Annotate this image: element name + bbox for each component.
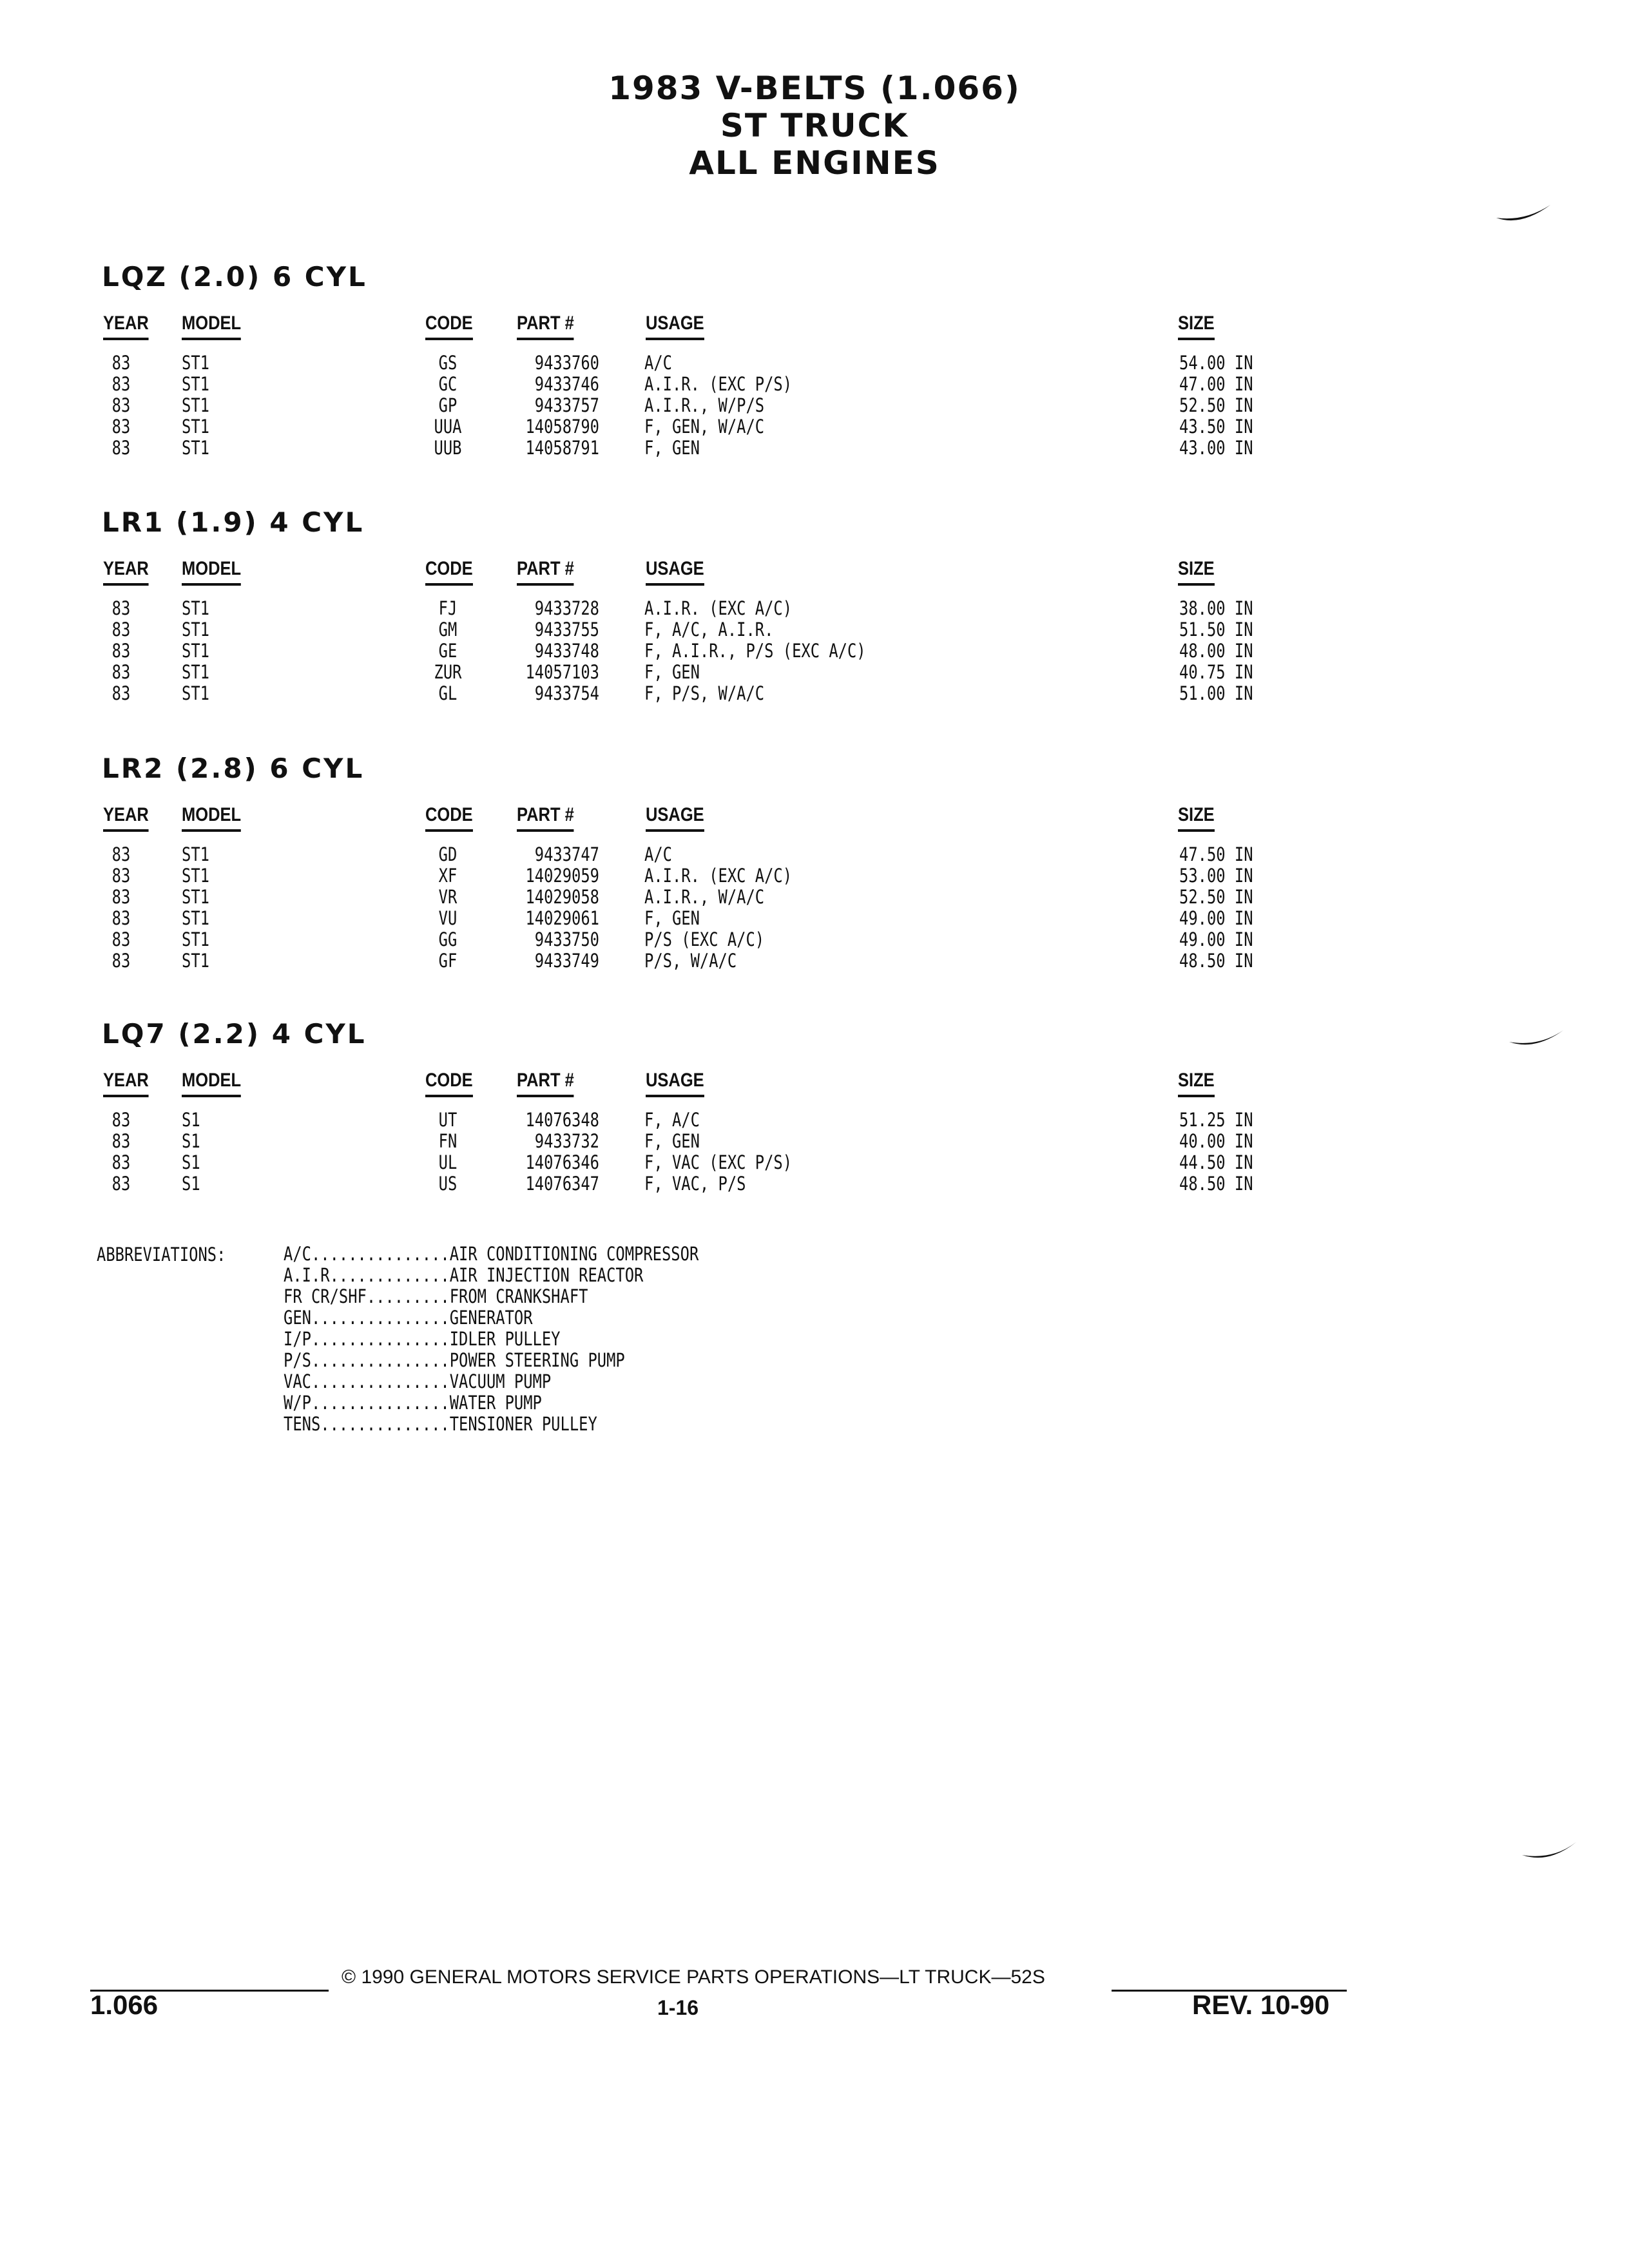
cell-model: ST1 xyxy=(182,865,209,887)
check-mark-icon xyxy=(1521,1840,1579,1865)
cell-model: ST1 xyxy=(182,843,209,865)
cell-code: VU xyxy=(438,907,458,929)
table-row xyxy=(97,865,1321,887)
cell-model: ST1 xyxy=(182,661,209,683)
table-row xyxy=(97,1131,1321,1152)
cell-year: 83 xyxy=(111,1130,131,1152)
cell-year: 83 xyxy=(111,1151,131,1173)
cell-usage: F, GEN xyxy=(644,437,700,459)
table-row xyxy=(97,395,1321,416)
parts-table xyxy=(97,598,1321,704)
header-model: MODEL xyxy=(182,312,241,340)
section-title: LR1 (1.9) 4 CYL xyxy=(102,506,365,538)
cell-model: ST1 xyxy=(182,352,209,374)
table-row xyxy=(97,416,1321,437)
header-part: PART # xyxy=(517,312,574,340)
cell-size: 40.75 IN xyxy=(1179,661,1253,683)
header-size: SIZE xyxy=(1178,312,1215,340)
header-usage: USAGE xyxy=(646,804,704,832)
parts-table xyxy=(97,1110,1321,1195)
cell-code: GG xyxy=(438,928,458,950)
cell-code: GM xyxy=(438,619,458,640)
cell-usage: A.I.R. (EXC A/C) xyxy=(644,865,793,887)
cell-year: 83 xyxy=(111,640,131,662)
abbreviation-item: GEN...............GENERATOR xyxy=(284,1307,533,1329)
parts-table xyxy=(97,352,1321,459)
cell-year: 83 xyxy=(111,619,131,640)
cell-model: ST1 xyxy=(182,416,209,437)
table-row xyxy=(97,1173,1321,1195)
cell-usage: F, P/S, W/A/C xyxy=(644,682,765,704)
table-row xyxy=(97,598,1321,619)
cell-model: ST1 xyxy=(182,886,209,908)
page-subtitle-engines: ALL ENGINES xyxy=(689,144,940,182)
cell-year: 83 xyxy=(111,416,131,437)
cell-year: 83 xyxy=(111,928,131,950)
table-row xyxy=(97,1110,1321,1131)
header-year: YEAR xyxy=(103,804,149,832)
header-code: CODE xyxy=(425,804,473,832)
cell-year: 83 xyxy=(111,437,131,459)
cell-year: 83 xyxy=(111,907,131,929)
cell-size: 52.50 IN xyxy=(1179,886,1253,908)
cell-part: 9433755 xyxy=(534,619,599,640)
cell-size: 51.50 IN xyxy=(1179,619,1253,640)
cell-code: VR xyxy=(438,886,458,908)
cell-usage: F, A/C xyxy=(644,1109,700,1131)
cell-part: 14057103 xyxy=(525,661,599,683)
cell-size: 44.50 IN xyxy=(1179,1151,1253,1173)
cell-model: ST1 xyxy=(182,682,209,704)
cell-year: 83 xyxy=(111,682,131,704)
parts-table xyxy=(97,844,1321,972)
cell-code: GL xyxy=(438,682,458,704)
abbreviation-item: I/P...............IDLER PULLEY xyxy=(284,1328,561,1350)
cell-usage: A.I.R., W/A/C xyxy=(644,886,765,908)
check-mark-icon xyxy=(1508,1028,1566,1053)
check-mark-icon xyxy=(1495,200,1553,226)
header-size: SIZE xyxy=(1178,1070,1215,1097)
cell-part: 9433728 xyxy=(534,597,599,619)
cell-part: 9433732 xyxy=(534,1130,599,1152)
cell-year: 83 xyxy=(111,865,131,887)
table-row xyxy=(97,929,1321,950)
table-row xyxy=(97,437,1321,459)
section-title: LQZ (2.0) 6 CYL xyxy=(102,261,367,293)
cell-usage: F, A/C, A.I.R. xyxy=(644,619,774,640)
cell-size: 47.00 IN xyxy=(1179,373,1253,395)
cell-code: XF xyxy=(438,865,458,887)
cell-code: GS xyxy=(438,352,458,374)
cell-code: GC xyxy=(438,373,458,395)
cell-usage: F, GEN xyxy=(644,1130,700,1152)
cell-size: 43.50 IN xyxy=(1179,416,1253,437)
header-size: SIZE xyxy=(1178,558,1215,586)
cell-size: 40.00 IN xyxy=(1179,1130,1253,1152)
header-size: SIZE xyxy=(1178,804,1215,832)
cell-model: ST1 xyxy=(182,394,209,416)
section-title: LQ7 (2.2) 4 CYL xyxy=(102,1018,367,1050)
cell-code: UUB xyxy=(434,437,462,459)
header-usage: USAGE xyxy=(646,558,704,586)
cell-code: GE xyxy=(438,640,458,662)
cell-usage: A/C xyxy=(644,843,672,865)
cell-code: GD xyxy=(438,843,458,865)
page-number: 1-16 xyxy=(657,1996,699,2019)
page-title: 1983 V-BELTS (1.066) xyxy=(608,70,1021,107)
cell-part: 9433746 xyxy=(534,373,599,395)
header-code: CODE xyxy=(425,312,473,340)
table-row xyxy=(97,619,1321,640)
cell-part: 14058791 xyxy=(525,437,599,459)
cell-year: 83 xyxy=(111,597,131,619)
table-row xyxy=(97,844,1321,865)
cell-year: 83 xyxy=(111,373,131,395)
cell-year: 83 xyxy=(111,950,131,972)
cell-year: 83 xyxy=(111,1173,131,1195)
table-row xyxy=(97,950,1321,972)
cell-size: 43.00 IN xyxy=(1179,437,1253,459)
cell-part: 9433754 xyxy=(534,682,599,704)
cell-usage: A/C xyxy=(644,352,672,374)
cell-model: ST1 xyxy=(182,950,209,972)
cell-part: 14029058 xyxy=(525,886,599,908)
cell-model: ST1 xyxy=(182,437,209,459)
cell-model: ST1 xyxy=(182,928,209,950)
table-row xyxy=(97,352,1321,374)
cell-model: S1 xyxy=(182,1130,200,1152)
cell-size: 38.00 IN xyxy=(1179,597,1253,619)
cell-part: 9433750 xyxy=(534,928,599,950)
header-year: YEAR xyxy=(103,312,149,340)
cell-code: UT xyxy=(438,1109,458,1131)
header-year: YEAR xyxy=(103,1070,149,1097)
cell-part: 14029061 xyxy=(525,907,599,929)
table-row xyxy=(97,683,1321,704)
abbreviation-item: A.I.R.............AIR INJECTION REACTOR xyxy=(284,1264,644,1286)
cell-code: FN xyxy=(438,1130,458,1152)
table-row xyxy=(97,640,1321,662)
cell-size: 48.50 IN xyxy=(1179,950,1253,972)
cell-model: ST1 xyxy=(182,373,209,395)
cell-size: 51.00 IN xyxy=(1179,682,1253,704)
cell-code: FJ xyxy=(438,597,458,619)
cell-part: 14058790 xyxy=(525,416,599,437)
cell-part: 9433747 xyxy=(534,843,599,865)
cell-size: 53.00 IN xyxy=(1179,865,1253,887)
cell-code: UL xyxy=(438,1151,458,1173)
cell-size: 47.50 IN xyxy=(1179,843,1253,865)
table-row xyxy=(97,887,1321,908)
cell-code: ZUR xyxy=(434,661,462,683)
title-block xyxy=(0,70,1629,182)
cell-size: 49.00 IN xyxy=(1179,928,1253,950)
cell-usage: F, A.I.R., P/S (EXC A/C) xyxy=(644,640,866,662)
abbreviations-label: ABBREVIATIONS: xyxy=(97,1244,226,1265)
cell-part: 14076346 xyxy=(525,1151,599,1173)
header-part: PART # xyxy=(517,1070,574,1097)
cell-usage: F, GEN, W/A/C xyxy=(644,416,765,437)
cell-year: 83 xyxy=(111,394,131,416)
header-usage: USAGE xyxy=(646,312,704,340)
page-subtitle: ST TRUCK xyxy=(720,107,909,144)
cell-model: S1 xyxy=(182,1109,200,1131)
header-model: MODEL xyxy=(182,804,241,832)
table-row xyxy=(97,374,1321,395)
header-model: MODEL xyxy=(182,558,241,586)
cell-model: ST1 xyxy=(182,619,209,640)
cell-part: 9433748 xyxy=(534,640,599,662)
table-row xyxy=(97,662,1321,683)
section-title: LR2 (2.8) 6 CYL xyxy=(102,753,365,784)
cell-code: US xyxy=(438,1173,458,1195)
cell-year: 83 xyxy=(111,886,131,908)
cell-size: 49.00 IN xyxy=(1179,907,1253,929)
cell-usage: P/S (EXC A/C) xyxy=(644,928,765,950)
header-year: YEAR xyxy=(103,558,149,586)
revision-label: REV. 10-90 xyxy=(1192,1990,1330,2020)
section-number: 1.066 xyxy=(90,1990,159,2020)
cell-usage: F, GEN xyxy=(644,661,700,683)
cell-usage: F, VAC (EXC P/S) xyxy=(644,1151,793,1173)
cell-model: ST1 xyxy=(182,907,209,929)
cell-model: S1 xyxy=(182,1173,200,1195)
cell-usage: P/S, W/A/C xyxy=(644,950,737,972)
abbreviation-item: FR CR/SHF.........FROM CRANKSHAFT xyxy=(284,1285,588,1307)
abbreviations-list xyxy=(284,1244,928,1435)
cell-year: 83 xyxy=(111,661,131,683)
cell-model: S1 xyxy=(182,1151,200,1173)
cell-code: GF xyxy=(438,950,458,972)
abbreviation-item: TENS..............TENSIONER PULLEY xyxy=(284,1413,597,1435)
cell-usage: F, GEN xyxy=(644,907,700,929)
cell-size: 51.25 IN xyxy=(1179,1109,1253,1131)
cell-model: ST1 xyxy=(182,597,209,619)
cell-year: 83 xyxy=(111,843,131,865)
header-part: PART # xyxy=(517,804,574,832)
cell-code: UUA xyxy=(434,416,462,437)
cell-size: 54.00 IN xyxy=(1179,352,1253,374)
cell-size: 52.50 IN xyxy=(1179,394,1253,416)
table-row xyxy=(97,1152,1321,1173)
abbreviation-item: W/P...............WATER PUMP xyxy=(284,1392,542,1414)
table-row xyxy=(97,908,1321,929)
cell-part: 14076347 xyxy=(525,1173,599,1195)
header-part: PART # xyxy=(517,558,574,586)
header-usage: USAGE xyxy=(646,1070,704,1097)
footer-copyright: © 1990 GENERAL MOTORS SERVICE PARTS OPERATIONS—LT TRUCK—52S xyxy=(342,1966,1045,1988)
header-code: CODE xyxy=(425,1070,473,1097)
abbreviation-item: A/C...............AIR CONDITIONING COMPRESSOR xyxy=(284,1243,699,1265)
cell-usage: A.I.R. (EXC A/C) xyxy=(644,597,793,619)
header-model: MODEL xyxy=(182,1070,241,1097)
cell-code: GP xyxy=(438,394,458,416)
cell-usage: A.I.R. (EXC P/S) xyxy=(644,373,793,395)
cell-part: 9433757 xyxy=(534,394,599,416)
cell-part: 14029059 xyxy=(525,865,599,887)
cell-part: 9433749 xyxy=(534,950,599,972)
header-code: CODE xyxy=(425,558,473,586)
cell-size: 48.50 IN xyxy=(1179,1173,1253,1195)
cell-year: 83 xyxy=(111,1109,131,1131)
cell-model: ST1 xyxy=(182,640,209,662)
cell-usage: A.I.R., W/P/S xyxy=(644,394,765,416)
cell-size: 48.00 IN xyxy=(1179,640,1253,662)
cell-usage: F, VAC, P/S xyxy=(644,1173,746,1195)
cell-part: 9433760 xyxy=(534,352,599,374)
cell-year: 83 xyxy=(111,352,131,374)
abbreviation-item: P/S...............POWER STEERING PUMP xyxy=(284,1349,625,1371)
abbreviation-item: VAC...............VACUUM PUMP xyxy=(284,1370,552,1392)
cell-part: 14076348 xyxy=(525,1109,599,1131)
